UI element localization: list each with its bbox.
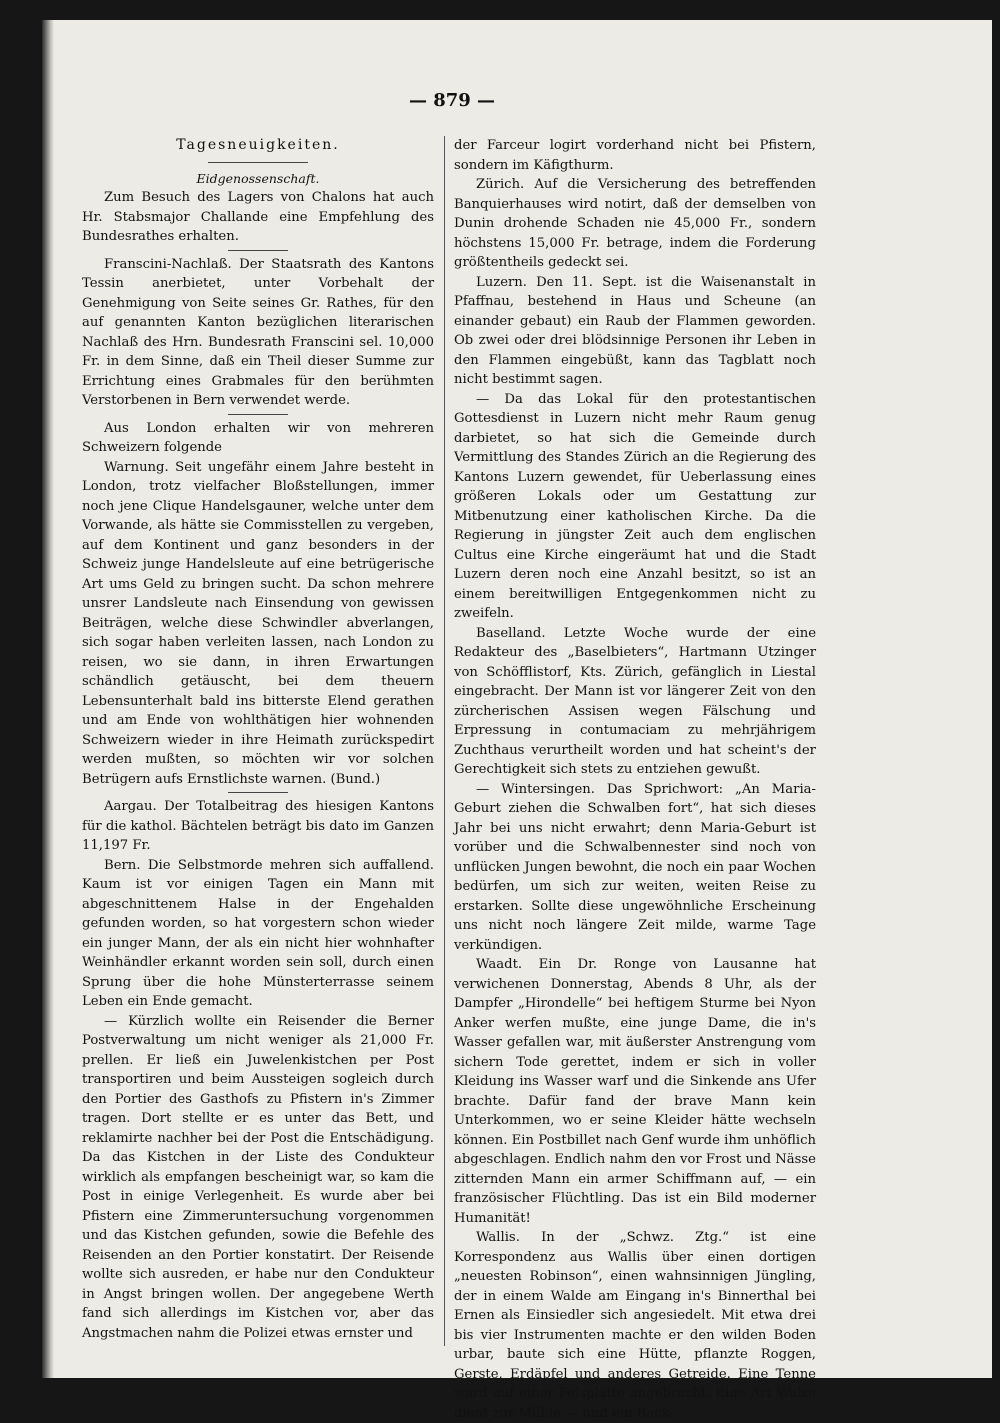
left-column bbox=[82, 136, 434, 1343]
page-number: — 879 — bbox=[408, 90, 496, 111]
article-divider bbox=[228, 792, 288, 793]
section-subheading: Eidgenossenschaft. bbox=[196, 170, 320, 186]
newspaper-page bbox=[42, 20, 992, 1421]
article-waadt: Waadt. Ein Dr. Ronge von Lausanne hat verwichenen Donnerstag, Abends 8 Uhr, als der Dampfer „Hirondelle“ bei heftigem Sturme bei Nyon Anker werfen mußte, eine junge Dame, die in's Wasser gefallen war, mit äußerster Anstrengung vom sichern Tode gerettet, indem er sich in voller Kleidung ins Wasser warf und die Sinkende ans Ufer brachte. Dafür fand der brave Mann kein Unterkommen, wo er seine Kleider hätte wechseln können. Ein Postbillet nach Genf wurde ihm unhöflich abgeschlagen. Endlich nahm den vor Frost und Nässe zitternden Mann ein armer Schiffmann auf, — ein französischer Flüchtling. Das ist ein Bild moderner Humanität! bbox=[454, 957, 816, 1226]
section-heading: Tagesneuigkeiten. bbox=[176, 137, 340, 153]
article-baselland: Baselland. Letzte Woche wurde der eine Redakteur des „Baselbieters“, Hartmann Utzinger von Schöfflistorf, Kts. Zürich, gefänglich in Liestal eingebracht. Der Mann ist vor längerer Zeit von den zürcherischen Assisen wegen Fälschung und Erpressung in contumaciam zu mehrjährigem Zuchthaus verurtheilt worden und hat scheint's der Gerechtigkeit sich stets zu entziehen gewußt. bbox=[454, 625, 816, 777]
article-wallis: Wallis. In der „Schwz. Ztg.“ ist eine Korrespondenz aus Wallis über einen dortigen „neuesten Robinson“, einen wahnsinnigen Jüngling, der in einem Walde am Eingang in's Binnerthal bei Ernen als Einsiedler sich angesiedelt. Mit etwa drei bis vier Instrumenten machte er den wilden Boden urbar, baute sich eine Hütte, pflanzte Roggen, Gerste, Erdäpfel und anderes Getreide. Eine Tenne ward auf einer Felsplatte angebracht. Eine Art Walze dient zur Mühle — und ein Back- bbox=[454, 1230, 816, 1421]
article-luzern-gottesdienst: — Da das Lokal für den protestantischen Gottesdienst in Luzern nicht mehr Raum genug darbietet, so hat sich die Gemeinde durch Vermittlung des Standes Zürich an die Regierung des Kantons Luzern gewendet, für Ueberlassung eines größeren Lokals oder um Gestattung zur Mitbenutzung einer katholischen Kirche. Da die Regierung in jüngster Zeit auch dem englischen Cultus eine Kirche eingeräumt hat und die Stadt Luzern deren noch eine Anzahl besitzt, so ist an einem bereitwilligen Entgegenkommen nicht zu zweifeln. bbox=[454, 391, 816, 621]
article-divider bbox=[228, 250, 288, 251]
article-divider bbox=[228, 414, 288, 415]
article-london-intro: Aus London erhalten wir von mehreren Schweizern folgende bbox=[82, 420, 434, 455]
article-luzern-waisenanstalt: Luzern. Den 11. Sept. ist die Waisenanstalt in Pfaffnau, bestehend in Haus und Scheune (an einander gebaut) ein Raub der Flammen geworden. Ob zwei oder drei blödsinnige Personen ihr Leben in den Flammen eingebüßt, kann das Tagblatt noch nicht bestimmt sagen. bbox=[454, 274, 816, 387]
article-aargau: Aargau. Der Totalbeitrag des hiesigen Kantons für die kathol. Bächtelen beträgt bis dato im Ganzen 11,197 Fr. bbox=[82, 799, 435, 853]
article-bern-selbstmorde: Bern. Die Selbstmorde mehren sich auffallend. Kaum ist vor einigen Tagen ein Mann mit abgeschnittenem Halse in der Engehalden gefunden worden, so hat vorgestern schon wieder ein junger Mann, der als ein nicht hier wohnhafter Weinhändler erkannt worden sein soll, durch einen Sprung über die hohe Münsterterrasse seinem Leben ein Ende gemacht. bbox=[82, 857, 434, 1009]
article-zuerich: Zürich. Auf die Versicherung des betreffenden Banquierhauses wird notirt, daß der demselben von Dunin drohende Schaden nie 45,000 Fr., sondern höchstens 15,000 Fr. betrage, indem die Forderung größtentheils gedeckt sei. bbox=[454, 177, 816, 270]
article-challande: Zum Besuch des Lagers von Chalons hat auch Hr. Stabsmajor Challande eine Empfehlung des Bundesrathes erhalten. bbox=[82, 190, 434, 244]
article-warnung: Warnung. Seit ungefähr einem Jahre besteht in London, trotz vielfacher Bloßstellungen, immer noch jene Clique Handelsgauner, welche unter dem Vorwande, als hätte sie Commisstellen zu vergeben, auf dem Kontinent und ganz besonders in der Schweiz junge Handelsleute auf eine betrügerische Art ums Geld zu bringen sucht. Da schon mehrere unsrer Landsleute nach Einsendung von gewissen Beiträgen, welche diese Schwindler abverlangen, sich sogar haben verleiten lassen, nach London zu reisen, wo sie dann, in ihren Erwartungen schändlich getäuscht, bei dem theuern Lebensunterhalt bald ins bitterste Elend gerathen und am Ende von wohlthätigen hier wohnenden Schweizern wieder in ihre Heimath zurückspedirt werden mußten, so möchten wir vor solchen Betrügern aufs Ernstlichste warnen. (Bund.) bbox=[82, 459, 434, 787]
page-spine-shadow bbox=[42, 20, 54, 1378]
article-continuation: der Farceur logirt vorderhand nicht bei Pfistern, sondern im Käfigthurm. bbox=[454, 138, 816, 173]
right-column bbox=[454, 136, 816, 1423]
article-bern-post: — Kürzlich wollte ein Reisender die Berner Postverwaltung um nicht weniger als 21,000 Fr. prellen. Er ließ ein Juwelenkistchen per Post transportiren und beim Aussteigen sogleich durch den Portier des Gasthofs zu Pfistern in's Zimmer tragen. Dort stellte er es unter das Bett, und reklamirte nachher bei der Post die Entschädigung. Da das Kistchen in der Liste des Condukteur wirklich als empfangen bescheinigt war, so kam die Post in einige Verlegenheit. Es wurde aber bei Pfistern eine Zimmeruntersuchung vorgenommen und das Kistchen gefunden, sowie die Befehle des Reisenden an den Portier konstatirt. Der Reisende wollte sich ausreden, er habe nur den Condukteur in Angst bringen wollen. Der angegebene Werth fand sich allerdings im Kistchen vor, aber das Angstmachen nahm die Polizei etwas ernster und bbox=[82, 1013, 434, 1341]
article-wintersingen: — Wintersingen. Das Sprichwort: „An Maria-Geburt ziehen die Schwalben fort“, hat sich dieses Jahr bei uns nicht erwahrt; denn Maria-Geburt ist vorüber und die Schwalbennester sind noch von unflücken Jungen bewohnt, die noch ein paar Wochen bedürfen, um sich zur weiten, weiten Reise zu erstarken. Sollte diese ungewöhnliche Erscheinung uns nicht noch längere Zeit milde, warme Tage verkündigen. bbox=[454, 781, 816, 953]
column-divider bbox=[444, 136, 445, 1346]
article-franscini: Franscini-Nachlaß. Der Staatsrath des Kantons Tessin anerbietet, unter Vorbehalt der Genehmigung von Seite seines Gr. Rathes, für den auf genannten Kanton bezüglichen literarischen Nachlaß des Hrn. Bundesrath Franscini sel. 10,000 Fr. in dem Sinne, daß ein Theil dieser Summe zur Errichtung eines Grabmales für den berühmten Verstorbenen in Bern verwendet werde. bbox=[82, 256, 434, 408]
heading-rule bbox=[208, 162, 308, 163]
